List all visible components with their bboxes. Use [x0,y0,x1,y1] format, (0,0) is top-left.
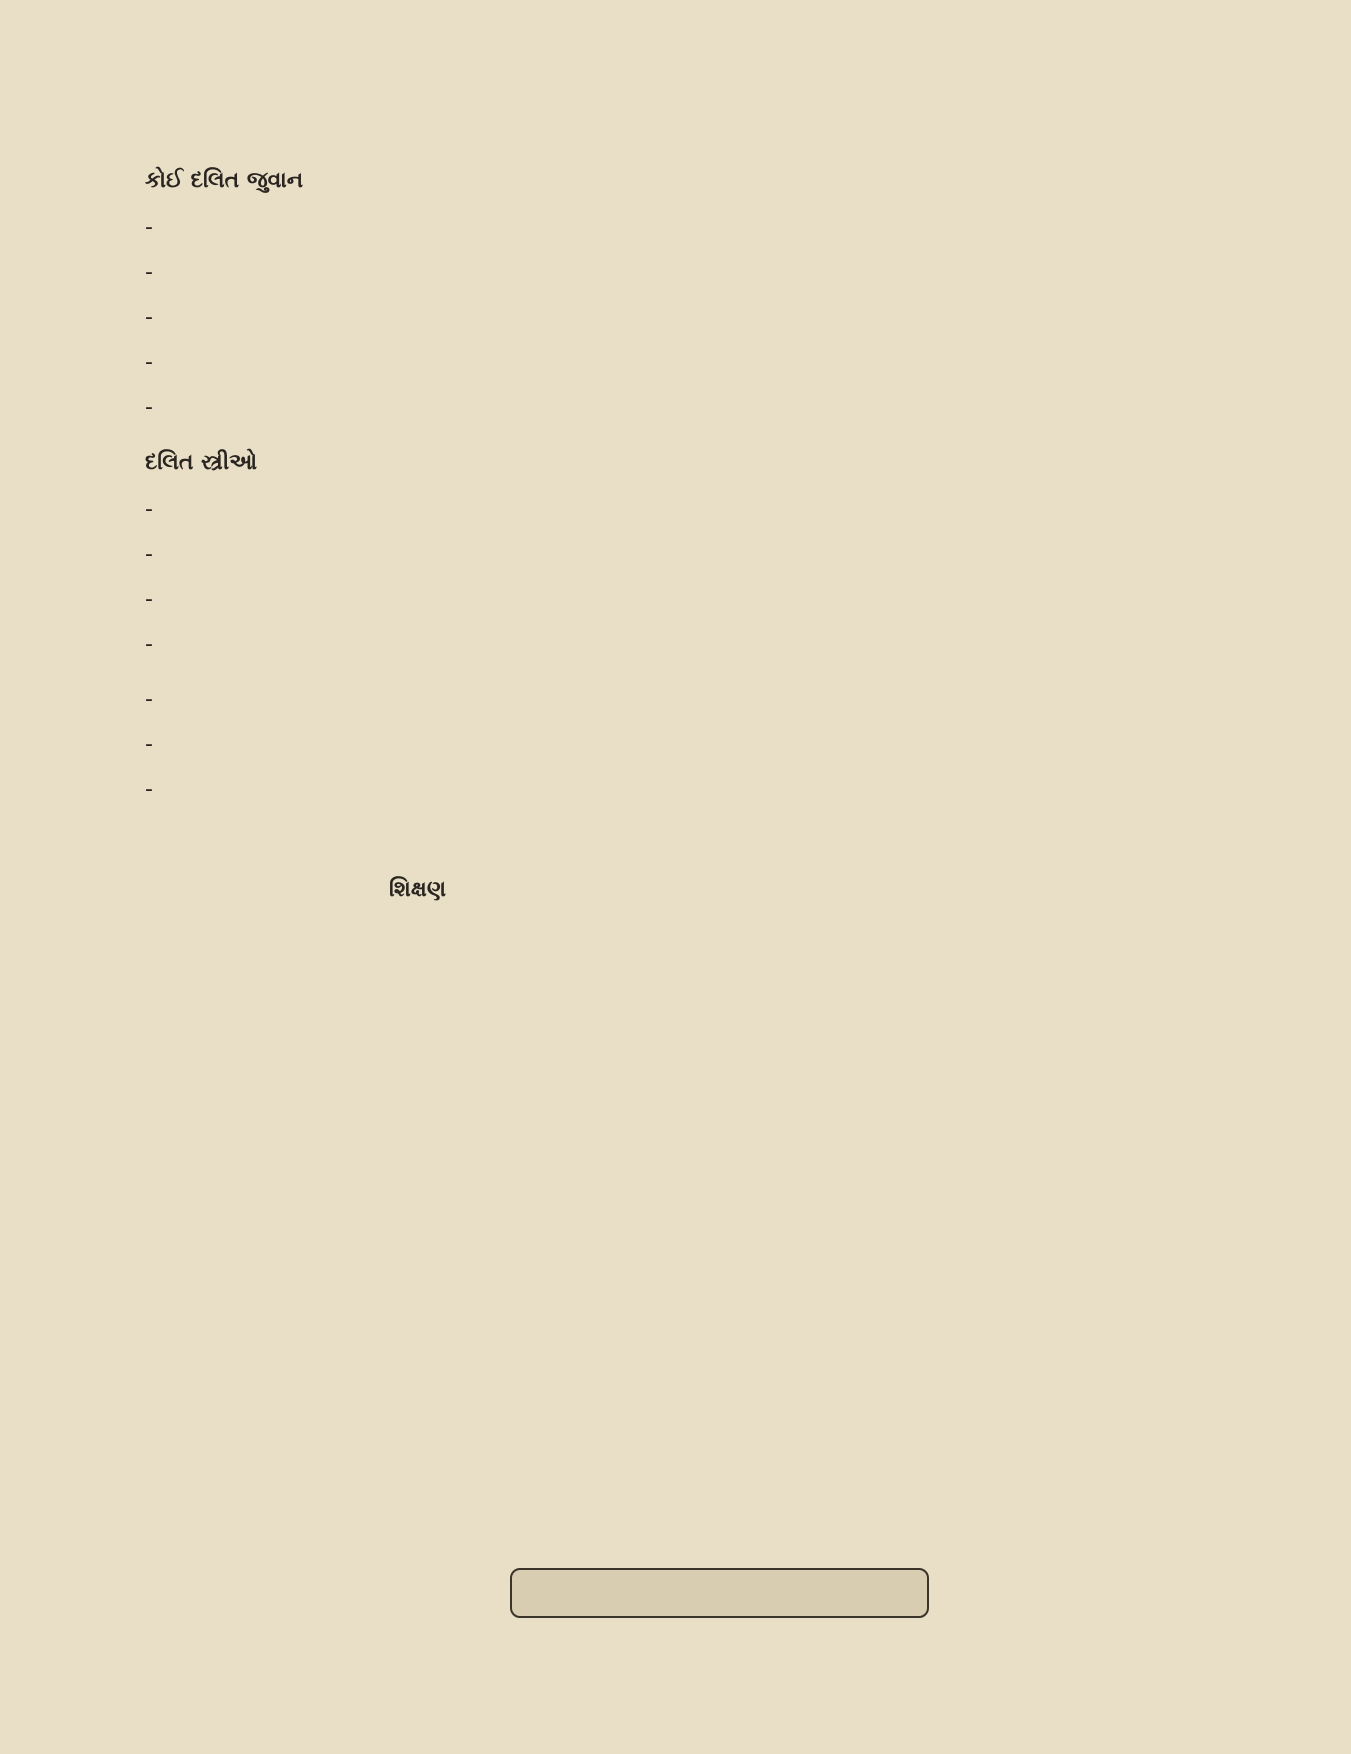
list-item [145,299,690,336]
right-paragraph-1 [710,60,1255,97]
section-heading-dalit-women: દલિત સ્ત્રીઓ [145,450,258,475]
right-column [710,60,1255,311]
footer-banner [510,1568,929,1618]
followup-paragraph [145,107,690,144]
list-item [145,726,690,763]
movement-paragraph [710,264,1255,301]
migration-paragraph [145,816,690,853]
list-item [145,536,690,573]
section-heading-education: શિક્ષણ [388,877,447,902]
education-paragraph [145,918,690,955]
list-item [145,681,690,718]
list-dalit-youth [145,209,690,426]
list-item [145,581,690,618]
list-item [145,344,690,381]
intro-paragraph [145,60,690,97]
list-item [145,491,690,528]
list-item [145,389,690,426]
list-dalit-women [145,491,690,663]
list-item [145,254,690,291]
right-paragraph-2 [710,107,1255,144]
list-item [145,771,690,808]
list-item [145,209,690,246]
list-item [145,626,690,663]
land-paragraph [710,209,1255,246]
list-social-occasions [145,681,690,808]
right-paragraph-3 [710,154,1255,191]
left-column [145,60,690,965]
section-heading-dalit-youth: કોઈ દલિત જુવાન [145,168,304,193]
